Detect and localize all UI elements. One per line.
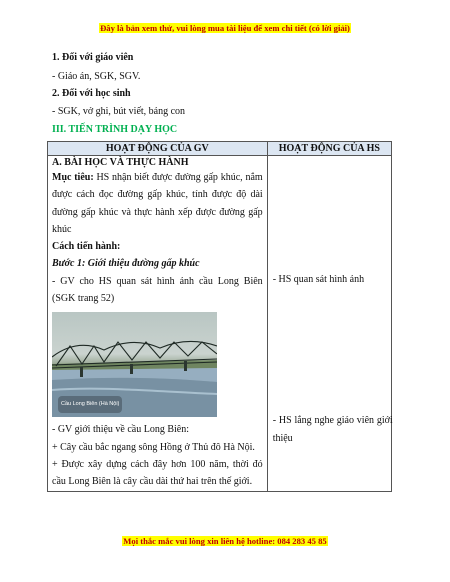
- goal-text: HS nhận biết được đường gấp khúc, nắm được cách đọc đường gấp khúc, tính được độ dài đường gấp khúc và thực hành xếp được đường gấp khúc: [52, 172, 263, 235]
- student-items: - SGK, vở ghi, bút viết, bảng con: [52, 106, 186, 117]
- hs-activity-cell: [267, 156, 391, 492]
- activity-table: [47, 141, 392, 492]
- bridge-photo: [52, 312, 217, 417]
- part-title: A. BÀI HỌC VÀ THỰC HÀNH: [52, 157, 189, 168]
- teacher-items: - Giáo án, SGK, SGV.: [52, 71, 141, 82]
- hs-observe-text: - HS quan sát hình ảnh: [272, 274, 365, 285]
- goal-paragraph: [52, 169, 263, 238]
- section-heading: III. TIẾN TRÌNH DẠY HỌC: [52, 124, 178, 135]
- goal-label: Mục tiêu:: [52, 172, 94, 183]
- student-heading: 2. Đối với học sinh: [52, 88, 131, 99]
- gv-activity-cell: [48, 156, 268, 492]
- teacher-heading: 1. Đối với giáo viên: [52, 52, 134, 63]
- method-label: Cách tiến hành:: [52, 241, 121, 253]
- fact-2: + Được xây dựng cách đây hơn 100 năm, thời đó cầu Long Biên là cây cầu dài thứ hai trên thế giới.: [52, 458, 263, 488]
- fact-1: + Cây cầu bắc ngang sông Hồng ở Thủ đô Hà Nội.: [52, 441, 255, 453]
- step1-title: Bước 1: Giới thiệu đường gấp khúc: [52, 258, 200, 270]
- col-header-gv: HOẠT ĐỘNG CỦA GV: [48, 142, 268, 156]
- col-header-hs: HOẠT ĐỘNG CỦA HS: [267, 142, 391, 156]
- photo-caption: Cầu Long Biên (Hà Nội): [58, 396, 122, 413]
- gv-intro-text: - GV giới thiệu về cầu Long Biên:: [52, 424, 190, 436]
- hs-listen-text: - HS lắng nghe giáo viên giới thiệu: [272, 415, 393, 444]
- top-banner: Đây là bản xem thử, vui lòng mua tài liệu để xem chi tiết (có lời giải): [100, 23, 350, 33]
- bottom-banner: Mọi thắc mắc vui lòng xin liên hệ hotline: 084 283 45 85: [123, 536, 327, 546]
- gv-observe-text: - GV cho HS quan sát hình ảnh cầu Long Biên (SGK trang 52): [52, 275, 263, 305]
